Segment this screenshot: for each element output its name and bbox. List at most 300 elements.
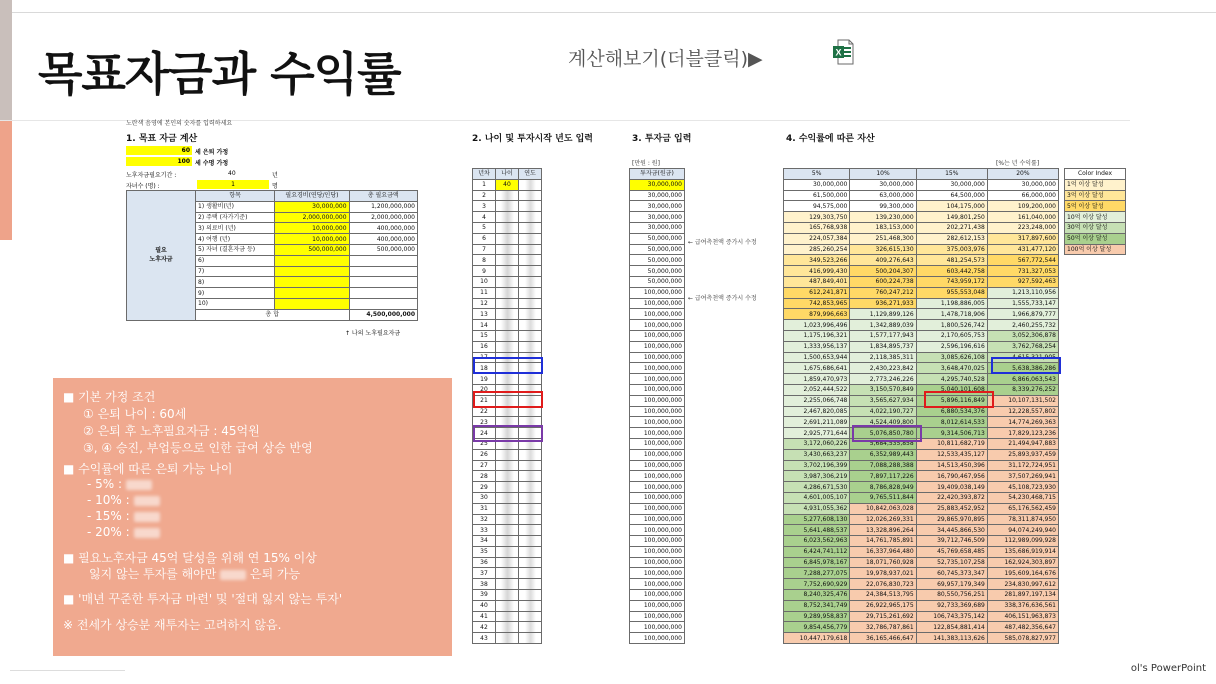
age-cell [496,536,519,547]
calendar-year-cell [519,222,542,233]
asset-row [784,233,1059,244]
asset-row [784,320,1059,331]
investment-cell[interactable]: 100,000,000 [630,395,685,406]
investment-row [630,460,685,471]
asset-cell: 9,289,958,837 [784,611,850,622]
asset-cell: 5,076,850,780 [850,428,916,439]
asset-cell: 567,772,544 [987,255,1058,266]
investment-cell[interactable]: 100,000,000 [630,428,685,439]
asset-cell: 14,761,785,891 [850,536,916,547]
item-total [349,266,417,277]
asset-cell: 30,000,000 [850,179,916,190]
investment-cell[interactable]: 100,000,000 [630,622,685,633]
calendar-year-cell [519,244,542,255]
age-row [473,611,542,622]
asset-row [784,622,1059,633]
year-index-cell: 3 [473,201,496,212]
item-cost[interactable]: 500,000,000 [275,244,349,255]
investment-cell[interactable]: 50,000,000 [630,233,685,244]
asset-cell: 8,012,614,533 [916,417,987,428]
investment-cell[interactable]: 100,000,000 [630,546,685,557]
investment-cell[interactable]: 50,000,000 [630,255,685,266]
investment-cell[interactable]: 100,000,000 [630,579,685,590]
investment-row [630,449,685,460]
item-cost[interactable] [275,266,349,277]
asset-cell: 3,648,470,025 [916,363,987,374]
lifespan-value[interactable]: 100 [177,158,190,165]
calendar-year-cell [519,233,542,244]
calendar-year-cell [519,341,542,352]
investment-cell[interactable]: 30,000,000 [630,212,685,223]
redacted-value [220,570,246,580]
legend-item: 50억 이상 달성 [1065,233,1126,244]
asset-cell: 234,830,997,612 [987,579,1058,590]
item-total: 400,000,000 [349,223,417,234]
investment-cell[interactable]: 100,000,000 [630,406,685,417]
investment-row [630,320,685,331]
age-cell [496,482,519,493]
age-row [473,471,542,482]
asset-cell: 317,897,600 [987,233,1058,244]
asset-row [784,406,1059,417]
year-index-cell: 31 [473,503,496,514]
asset-cell: 1,577,177,943 [850,330,916,341]
salary-note-1: ← 급여측천액 증가시 수정 [688,239,757,246]
asset-cell: 1,175,196,321 [784,330,850,341]
age-row [473,546,542,557]
age-cell [496,503,519,514]
investment-cell[interactable]: 100,000,000 [630,298,685,309]
col-header-total: 총 필요금액 [349,191,417,202]
item-cost[interactable] [275,277,349,288]
age-row [473,557,542,568]
calendar-year-cell [519,557,542,568]
investment-cell[interactable]: 50,000,000 [630,276,685,287]
age-row [473,449,542,460]
year-index-cell: 41 [473,611,496,622]
age-cell[interactable]: 40 [496,179,519,190]
calendar-year-cell [519,536,542,547]
investment-cell[interactable]: 100,000,000 [630,330,685,341]
age-cell [496,244,519,255]
investment-row [630,330,685,341]
asset-cell: 5,684,535,858 [850,438,916,449]
calculate-link[interactable]: 계산해보기(더블클릭)▶ [568,48,763,70]
salary-note-2: ← 급여측천액 증가시 수정 [688,295,757,302]
asset-cell: 16,337,964,480 [850,546,916,557]
investment-row [630,255,685,266]
asset-cell: 22,420,393,872 [916,492,987,503]
asset-cell: 1,675,686,641 [784,363,850,374]
investment-cell[interactable]: 100,000,000 [630,600,685,611]
asset-cell: 2,118,385,311 [850,352,916,363]
asset-cell: 112,989,099,928 [987,536,1058,547]
asset-cell: 99,300,000 [850,201,916,212]
age-cell [496,298,519,309]
year-index-cell: 22 [473,406,496,417]
investment-cell[interactable]: 100,000,000 [630,611,685,622]
year-index-cell: 40 [473,600,496,611]
investment-cell[interactable]: 100,000,000 [630,384,685,395]
year-index-cell: 32 [473,514,496,525]
investment-row [630,298,685,309]
summary-point-invest: ■ '매년 꾸준한 투자금 마련' 및 '절대 잃지 않는 투자' [63,592,343,606]
investment-row [630,525,685,536]
item-label: 3) 의료비 (년) [196,223,275,234]
asset-row [784,546,1059,557]
year-index-cell: 16 [473,341,496,352]
investment-row [630,406,685,417]
age-cell [496,525,519,536]
needed-fund-group: 필요 노후자금 [127,191,196,321]
asset-row [784,395,1059,406]
item-total [349,298,417,309]
asset-cell: 7,088,288,388 [850,460,916,471]
asset-cell: 375,003,976 [916,244,987,255]
investment-row [630,482,685,493]
asset-cell: 18,071,760,928 [850,557,916,568]
investment-row [630,266,685,277]
year-index-cell: 30 [473,492,496,503]
asset-cell: 54,230,468,715 [987,492,1058,503]
year-index-cell: 7 [473,244,496,255]
asset-row [784,179,1059,190]
asset-cell: 65,176,562,459 [987,503,1058,514]
item-cost[interactable] [275,288,349,299]
item-cost[interactable]: 30,000,000 [275,201,349,212]
section1-heading: 1. 목표 자금 계산 [126,134,198,144]
investment-row [630,222,685,233]
calendar-year-cell [519,622,542,633]
retire-age-value[interactable]: 60 [181,147,190,154]
age-cell [496,622,519,633]
calendar-year-cell [519,276,542,287]
asset-row [784,222,1059,233]
investment-row [630,611,685,622]
investment-cell[interactable]: 100,000,000 [630,287,685,298]
investment-cell[interactable]: 100,000,000 [630,503,685,514]
year-index-cell: 18 [473,363,496,374]
age-cell [496,233,519,244]
asset-row [784,514,1059,525]
age-cell [496,460,519,471]
kids-unit: 명 [272,183,278,190]
year-index-cell: 8 [473,255,496,266]
asset-cell: 3,702,196,399 [784,460,850,471]
investment-row [630,201,685,212]
year-index-cell: 14 [473,320,496,331]
asset-cell: 2,170,605,753 [916,330,987,341]
asset-cell: 2,460,255,732 [987,320,1058,331]
item-cost[interactable]: 2,000,000,000 [275,212,349,223]
asset-cell: 2,596,196,616 [916,341,987,352]
asset-cell: 2,430,223,842 [850,363,916,374]
item-total: 1,200,000,000 [349,201,417,212]
investment-row [630,384,685,395]
age-cell [496,611,519,622]
asset-cell: 760,247,212 [850,287,916,298]
kids-label: 자녀수 (명) : [126,183,160,190]
asset-cell: 22,076,830,723 [850,579,916,590]
age-row [473,536,542,547]
asset-cell: 30,000,000 [916,179,987,190]
color-index-legend [1064,168,1126,255]
investment-cell[interactable]: 100,000,000 [630,482,685,493]
investment-cell[interactable]: 100,000,000 [630,363,685,374]
calendar-year-cell [519,503,542,514]
investment-cell[interactable]: 30,000,000 [630,179,685,190]
investment-cell[interactable]: 100,000,000 [630,633,685,644]
item-cost[interactable] [275,255,349,266]
age-cell [496,201,519,212]
asset-row [784,266,1059,277]
asset-cell: 195,609,164,676 [987,568,1058,579]
asset-cell: 4,601,005,107 [784,492,850,503]
asset-row [784,492,1059,503]
age-row [473,320,542,331]
summary-retire-age: ① 은퇴 나이 : 60세 [83,407,187,421]
asset-cell: 21,494,947,883 [987,438,1058,449]
summary-salary-increase: ③, ④ 승진, 부업등으로 인한 급여 상승 반영 [83,441,313,455]
svg-text:X: X [835,47,842,58]
rate-20-label: - 20% : [87,525,134,539]
asset-cell: 129,303,750 [784,212,850,223]
age-row [473,525,542,536]
age-cell [496,320,519,331]
investment-cell[interactable]: 100,000,000 [630,374,685,385]
footer-credit: ol's PowerPoint [1130,663,1206,674]
asset-cell: 8,786,828,949 [850,482,916,493]
asset-cell: 30,000,000 [987,179,1058,190]
investment-cell[interactable]: 100,000,000 [630,471,685,482]
investment-cell[interactable]: 30,000,000 [630,190,685,201]
year-index-cell: 21 [473,395,496,406]
col-header-rate-20: 20% [987,169,1058,180]
year-index-cell: 43 [473,633,496,644]
investment-cell[interactable]: 100,000,000 [630,341,685,352]
asset-cell: 94,575,000 [784,201,850,212]
investment-cell[interactable]: 100,000,000 [630,514,685,525]
asset-cell: 6,880,534,376 [916,406,987,417]
asset-cell: 431,477,120 [987,244,1058,255]
year-index-cell: 2 [473,190,496,201]
asset-row [784,298,1059,309]
asset-cell: 61,500,000 [784,190,850,201]
investment-row [630,622,685,633]
investment-row [630,417,685,428]
age-row [473,622,542,633]
asset-cell: 1,966,879,777 [987,309,1058,320]
asset-cell: 1,859,470,973 [784,374,850,385]
investment-cell[interactable]: 100,000,000 [630,568,685,579]
investment-row [630,244,685,255]
asset-row [784,471,1059,482]
age-row [473,222,542,233]
asset-cell: 39,712,746,509 [916,536,987,547]
asset-cell: 487,849,401 [784,276,850,287]
legend-item: 100억 이상 달성 [1065,244,1126,255]
asset-cell: 406,151,963,873 [987,611,1058,622]
calendar-year-cell [519,255,542,266]
calendar-year-cell [519,611,542,622]
investment-row [630,341,685,352]
investment-row [630,590,685,601]
asset-cell: 4,615,321,905 [987,352,1058,363]
asset-cell: 25,883,452,952 [916,503,987,514]
age-row [473,244,542,255]
year-index-cell: 11 [473,287,496,298]
investment-cell[interactable]: 30,000,000 [630,201,685,212]
asset-cell: 600,224,738 [850,276,916,287]
asset-row [784,536,1059,547]
investment-cell[interactable]: 100,000,000 [630,449,685,460]
age-row [473,330,542,341]
investment-cell[interactable]: 100,000,000 [630,492,685,503]
item-label: 10) [196,298,275,309]
investment-row [630,190,685,201]
left-accent-gray [0,0,12,120]
age-cell [496,255,519,266]
investment-cell[interactable]: 100,000,000 [630,460,685,471]
asset-cell: 6,023,562,963 [784,536,850,547]
investment-cell[interactable]: 50,000,000 [630,244,685,255]
item-total: 2,000,000,000 [349,212,417,223]
asset-cell: 3,052,306,878 [987,330,1058,341]
col-header-cost: 필요경비(연당/인당) [275,191,349,202]
asset-cell: 69,957,179,349 [916,579,987,590]
asset-cell: 135,686,919,914 [987,546,1058,557]
age-cell [496,212,519,223]
investment-cell[interactable]: 100,000,000 [630,536,685,547]
age-row [473,212,542,223]
item-cost[interactable]: 10,000,000 [275,234,349,245]
kids-value[interactable]: 1 [231,181,235,188]
item-total: 500,000,000 [349,244,417,255]
item-cost[interactable]: 10,000,000 [275,223,349,234]
investment-cell[interactable]: 50,000,000 [630,266,685,277]
asset-cell: 106,743,375,142 [916,611,987,622]
calendar-year-cell [519,320,542,331]
asset-row [784,482,1059,493]
period-unit: 년 [272,172,278,179]
age-cell [496,309,519,320]
investment-cell[interactable]: 100,000,000 [630,320,685,331]
investment-cell[interactable]: 100,000,000 [630,352,685,363]
asset-cell: 30,000,000 [784,179,850,190]
asset-cell: 94,074,249,940 [987,525,1058,536]
asset-cell: 10,811,682,719 [916,438,987,449]
year-index-cell: 38 [473,579,496,590]
investment-cell[interactable]: 100,000,000 [630,557,685,568]
asset-cell: 1,213,110,956 [987,287,1058,298]
col-header-rate-15: 15% [916,169,987,180]
year-index-cell: 39 [473,590,496,601]
investment-row [630,471,685,482]
age-cell [496,374,519,385]
asset-row [784,590,1059,601]
asset-row [784,287,1059,298]
summary-box [53,378,452,656]
asset-cell: 879,996,663 [784,309,850,320]
investment-row [630,557,685,568]
investment-cell[interactable]: 100,000,000 [630,438,685,449]
age-row [473,276,542,287]
asset-cell: 36,165,466,647 [850,633,916,644]
asset-cell: 19,978,937,021 [850,568,916,579]
item-label: 7) [196,266,275,277]
age-row [473,514,542,525]
investment-cell[interactable]: 100,000,000 [630,309,685,320]
item-label: 4) 여행 (년) [196,234,275,245]
asset-cell: 731,327,053 [987,266,1058,277]
year-index-cell: 17 [473,352,496,363]
age-row [473,190,542,201]
asset-cell: 3,762,768,254 [987,341,1058,352]
asset-row [784,568,1059,579]
asset-cell: 165,768,938 [784,222,850,233]
investment-cell[interactable]: 100,000,000 [630,417,685,428]
item-label: 1) 생활비(년) [196,201,275,212]
year-index-cell: 6 [473,233,496,244]
investment-cell[interactable]: 100,000,000 [630,525,685,536]
age-row [473,233,542,244]
age-cell [496,568,519,579]
excel-file-icon[interactable] [832,39,854,65]
asset-cell: 78,311,874,950 [987,514,1058,525]
asset-row [784,611,1059,622]
age-row [473,590,542,601]
legend-header: Color Index [1065,169,1126,180]
asset-cell: 3,430,663,237 [784,449,850,460]
calendar-year-cell [519,471,542,482]
calendar-year-cell [519,179,542,190]
asset-row [784,201,1059,212]
item-cost[interactable] [275,298,349,309]
item-total: 400,000,000 [349,234,417,245]
year-index-cell: 13 [473,309,496,320]
investment-cell[interactable]: 100,000,000 [630,590,685,601]
item-label: 6) [196,255,275,266]
asset-row [784,374,1059,385]
summary-heading-retire-age: ■ 수익률에 따른 은퇴 가능 나이 [63,462,233,476]
investment-cell[interactable]: 30,000,000 [630,222,685,233]
calendar-year-cell [519,482,542,493]
asset-cell: 10,447,179,618 [784,633,850,644]
age-cell [496,514,519,525]
investment-row [630,546,685,557]
investment-table [629,168,685,644]
asset-cell: 8,240,325,476 [784,590,850,601]
asset-cell: 409,276,643 [850,255,916,266]
section2-heading: 2. 나이 및 투자시작 년도 입력 [472,134,593,144]
asset-row [784,190,1059,201]
year-index-cell: 19 [473,374,496,385]
legend-item: 3억 이상 달성 [1065,190,1126,201]
investment-row [630,633,685,644]
section4-unit: [%는 년 수익률] [996,160,1040,167]
age-row [473,179,542,190]
investment-row [630,536,685,547]
year-index-cell: 20 [473,384,496,395]
calendar-year-cell [519,190,542,201]
asset-cell: 1,129,899,126 [850,309,916,320]
asset-cell: 3,987,306,219 [784,471,850,482]
age-row [473,309,542,320]
calendar-year-cell [519,546,542,557]
year-index-cell: 23 [473,417,496,428]
asset-cell: 338,376,636,561 [987,600,1058,611]
age-row [473,298,542,309]
